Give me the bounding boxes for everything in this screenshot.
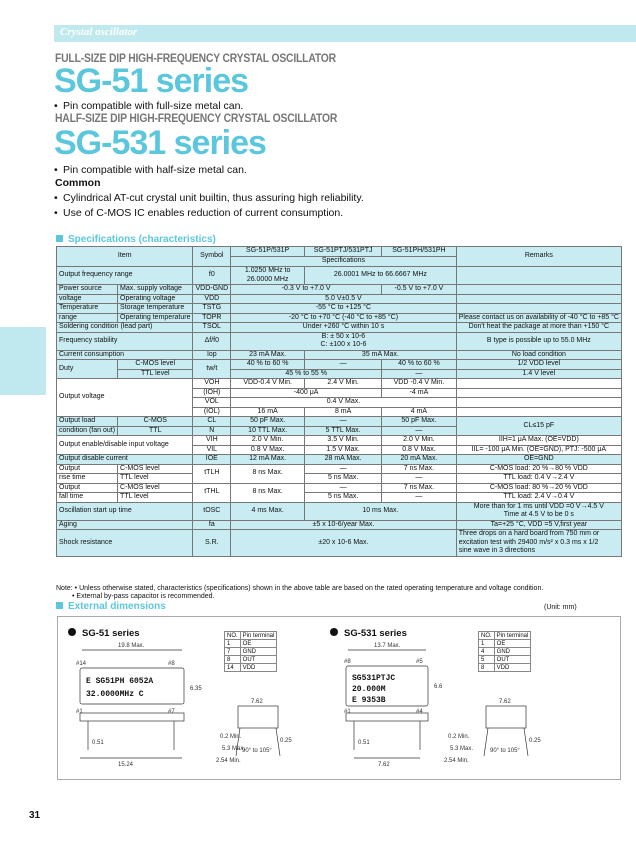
- side-tab: [0, 327, 46, 395]
- svg-text:7.62: 7.62: [499, 699, 511, 705]
- common-heading: Common: [55, 177, 101, 189]
- sg531-drawing-title: SG-531 series: [330, 628, 407, 639]
- sg51-title: SG-51 series: [54, 62, 249, 100]
- svg-text:32.0000MHz C: 32.0000MHz C: [86, 690, 144, 699]
- sg531-subtitle: HALF-SIZE DIP HIGH-FREQUENCY CRYSTAL OSCILLATOR: [55, 113, 338, 125]
- svg-text:SG531PTJC: SG531PTJC: [352, 674, 396, 683]
- sg51-pin-table: NO. Pin terminal 1 OE 7 GND 8 OUT 14 VDD: [224, 631, 277, 672]
- common-bullet: • Cylindrical AT-cut crystal unit builtin, thus assuring high reliability.: [63, 192, 364, 204]
- svg-text:E SG51PH 6052A: E SG51PH 6052A: [86, 677, 154, 686]
- sg531-pin-table: NO. Pin terminal 1 OE 4 GND 5 OUT 8 VDD: [478, 631, 531, 672]
- svg-text:#14: #14: [76, 661, 87, 667]
- spec-table: Item Symbol SG-51P/531P SG-51PTJ/531PTJ SG-51PH/531PH Remarks Specifications Output frequency range f0 1.0250 MHz to 26.0000 MHz 26.0001 MHz to 66.6667 MHz Power source Max. supply voltage VDD-GND -0.3 V to +7.0 V -0.5 V to +7.0 V voltage Operating voltage VDD 5.0 V±0.5 V Temperature Storage temperature TSTG -55 °C to +125 °C range Operating temperature TOPR -20 °C to +70 °C (-40 °C to +85 °C) Please contact us on availability of -40 °C to +85 °C Soldering condition (lead part) TSOL Under +260 °C within 10 s Don't heat the package at more than +150 °C Frequency stability Δf/f0 B: ± 50 x 10-6 C: ±100 x 10-6 B type is possible up to 55.0 MHz Current consumption Iop 23 mA Max. 35 mA Max. No load condition Duty C-MOS level tw/t 40 % to 60 % — 40 % to 60 % 1/2 VDD level TTL level 45 % to 55 % — 1.4 V level Output voltage VOH VDD-0.4 V Min. 2.4 V Min. VDD -0.4 V Min. (IOH) -400 μA -4 mA VOL 0.4 V Max. (IOL) 16 mA 8 mA 4 mA Output load C-MOS CL 50 pF Max. — 50 pF Max. CL≤15 pF condition (fan out) TTL N 10 TTL Max. 5 TTL Max. — Output enable/disable input voltage VIH 2.0 V Min. 3.5 V Min. 2.0 V Min. IIH=1 μA Max. (OE=VDD) VIL 0.8 V Max. 1.5 V Max. 0.8 V Max. IIL= -100 μA Min. (OE=GND), PTJ: -500 μA Output disable current IOE 12 mA Max. 28 mA Max. 20 mA Max. OE=GND Output C-MOS level tTLH 8 ns Max. — 7 ns Max. C-MOS load: 20 %→80 % VDD rise time TTL level 5 ns Max. — TTL load: 0.4 V→2.4 V Output C-MOS level tTHL 8 ns Max. — 7 ns Max. C-MOS load: 80 %→20 % VDD fall time TTL level 5 ns Max. — TTL load: 2.4 V→0.4 V Oscillation start up time tOSC 4 ms Max. 10 ms Max. More than for 1 ms until VDD =0 V→4.5 V Time at 4.5 V to be 0 s Aging fa ±5 x 10-6/year Max. Ta=+25 °C, VDD =5 V,first year Shock resistance S.R. ±20 x 10-6 Max. Three drops on a hard board from 750 mm or excitation test with 29400 m/s² x 0.3 ms x 1/2 sine wave in 3 directions: [56, 246, 622, 557]
- svg-text:2.54 Min.: 2.54 Min.: [444, 758, 469, 764]
- svg-text:#1: #1: [76, 709, 83, 715]
- svg-text:5.3 Max.: 5.3 Max.: [222, 746, 246, 752]
- section-header-bar: [54, 25, 636, 42]
- svg-text:90° to 105°: 90° to 105°: [242, 748, 272, 754]
- square-icon: [56, 602, 63, 609]
- svg-text:6.6: 6.6: [434, 684, 443, 690]
- svg-text:2.54 Min.: 2.54 Min.: [216, 758, 241, 764]
- bullet-icon: [68, 628, 76, 636]
- svg-text:#8: #8: [344, 659, 351, 665]
- svg-text:20.000M: 20.000M: [352, 685, 386, 694]
- svg-text:0.25: 0.25: [529, 738, 541, 744]
- svg-text:0.25: 0.25: [280, 738, 292, 744]
- svg-text:90° to 105°: 90° to 105°: [490, 748, 520, 754]
- svg-text:0.51: 0.51: [92, 740, 104, 746]
- svg-text:#4: #4: [416, 709, 423, 715]
- svg-text:6.35: 6.35: [190, 686, 202, 692]
- svg-text:#5: #5: [416, 659, 423, 665]
- unit-label: (Unit: mm): [544, 604, 577, 611]
- notes: Note: • Unless otherwise stated, characteristics (specifications) shown in the above table are based on the rated operating temperature and voltage condition. • External by-pass capacitor is recommended.: [56, 585, 544, 600]
- svg-text:0.51: 0.51: [358, 740, 370, 746]
- svg-text:#1: #1: [344, 709, 351, 715]
- svg-text:5.3 Max.: 5.3 Max.: [450, 746, 474, 752]
- svg-text:15.24: 15.24: [118, 762, 134, 768]
- svg-text:#7: #7: [168, 709, 175, 715]
- sg51-bullet: • Pin compatible with full-size metal can.: [63, 100, 243, 112]
- sg531-title: SG-531 series: [54, 124, 266, 162]
- svg-text:13.7 Max.: 13.7 Max.: [374, 643, 401, 649]
- svg-text:E 9353B: E 9353B: [352, 696, 386, 705]
- svg-text:#8: #8: [168, 661, 175, 667]
- svg-text:0.2 Min.: 0.2 Min.: [448, 734, 470, 740]
- square-icon: [56, 235, 63, 242]
- sg51-subtitle: FULL-SIZE DIP HIGH-FREQUENCY CRYSTAL OSCILLATOR: [55, 53, 336, 65]
- page-number: 31: [29, 810, 41, 821]
- spec-heading: Specifications (characteristics): [56, 234, 216, 245]
- common-bullet: • Use of C-MOS IC enables reduction of current consumption.: [63, 207, 343, 219]
- svg-text:7.62: 7.62: [251, 699, 263, 705]
- svg-text:0.2 Min.: 0.2 Min.: [220, 734, 242, 740]
- svg-text:7.62: 7.62: [378, 762, 390, 768]
- sg51-drawing-title: SG-51 series: [68, 628, 140, 639]
- sg51-drawing: [70, 638, 300, 778]
- bullet-icon: [330, 628, 338, 636]
- section-header-title: Crystal oscillator: [60, 26, 138, 38]
- sg531-drawing: [336, 638, 566, 778]
- svg-text:19.8 Max.: 19.8 Max.: [118, 643, 145, 649]
- external-heading: External dimensions: [56, 601, 166, 612]
- sg531-bullet: • Pin compatible with half-size metal can.: [63, 164, 247, 176]
